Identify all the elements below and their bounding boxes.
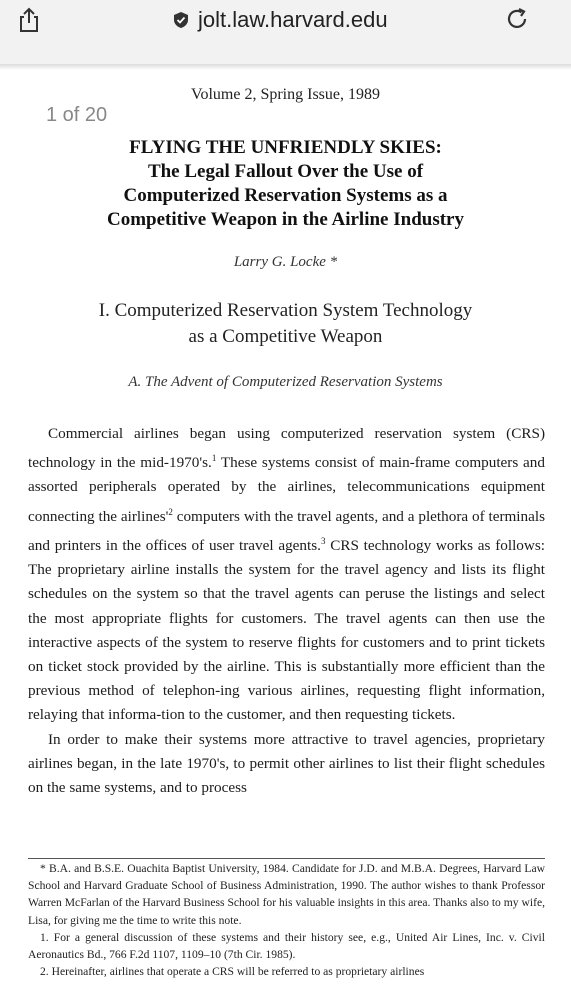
paragraph-text: CRS technology works as follows: The proprietary airline installs the system for the travel agency and lists its flight schedules on the system so that the travel agents can peruse the listings and select the most appropriate flights for customers. The travel agents can then use the interactive aspects of the system to reserve flights for customers and to print tickets on ticket stock provided by the airline. This is substantially more efficient than the previous method of telephon-ing various airlines, requesting flight information, relaying that informa-tion to the customer, and then requesting tickets. [28,537,546,724]
toolbar-shadow [0,64,571,70]
subsection-heading: A. The Advent of Computerized Reservation Systems [128,374,443,390]
address-bar[interactable] [172,4,388,36]
paragraph-text: Commercial airlines began using computerized reservation system (CRS) technology in the mid-1970's. [28,425,545,472]
url-text: jolt.law.harvard.edu [198,7,388,32]
footnote: 1. For a general discussion of these systems and their history see, e.g., United Air Lines, Inc. v. Civil Aeronautics Bd., 766 F.2d 1107, 1109–10 (7th Cir. 1985). [28,930,545,962]
footnote-ref[interactable]: 2 [168,506,173,517]
section-heading-line: I. Computerized Reservation System Technology [98,300,473,321]
title-line: FLYING THE UNFRIENDLY SKIES: [129,137,442,158]
article-title [0,136,571,232]
volume-line: Volume 2, Spring Issue, 1989 [190,86,381,103]
paragraph [28,422,545,728]
footnote: 2. Hereinafter, airlines that operate a CRS will be referred to as proprietary airlines [40,965,425,979]
footnote: * B.A. and B.S.E. Ouachita Baptist University, 1984. Candidate for J.D. and M.B.A. Degrees, Harvard Law School and Harvard Graduate School of Business Administration, 1990. The author wishes to thank Professor Warren McFarlan of the Harvard Business School for his valuable insights in this area. Thanks also to my wife, Lisa, for giving me the time to write this note. [28,862,545,927]
browser-toolbar [0,0,571,65]
reload-icon[interactable] [504,6,530,32]
title-line: The Legal Fallout Over the Use of [147,161,424,182]
footnote-ref[interactable]: 1 [211,453,217,464]
share-icon[interactable] [16,6,42,34]
section-heading [0,298,571,350]
section-heading-line: as a Competitive Weapon [188,326,383,347]
author-name: Larry G. Locke * [233,254,338,270]
footnotes [28,860,545,980]
footnote-ref[interactable]: 3 [320,535,326,546]
paragraph-text: These systems consist of main-frame computers and assorted peripherals operated by the airlines, telecommunications equipment connecting the airlines' [28,454,545,525]
title-line: Computerized Reservation Systems as a [123,185,448,206]
paragraph-text: computers with the travel agents, and a plethora of terminals and printers in the offices of user travel agents. [28,507,545,554]
shield-check-icon [172,11,190,29]
body-text [28,422,545,800]
footnote-divider [28,858,545,859]
page-indicator: 1 of 20 [46,104,108,126]
paragraph: In order to make their systems more attractive to travel agencies, proprietary airlines began, in the late 1970's, to permit other airlines to list their flight schedules on the same systems, and to process [28,730,545,797]
title-line: Competitive Weapon in the Airline Industry [107,209,464,230]
